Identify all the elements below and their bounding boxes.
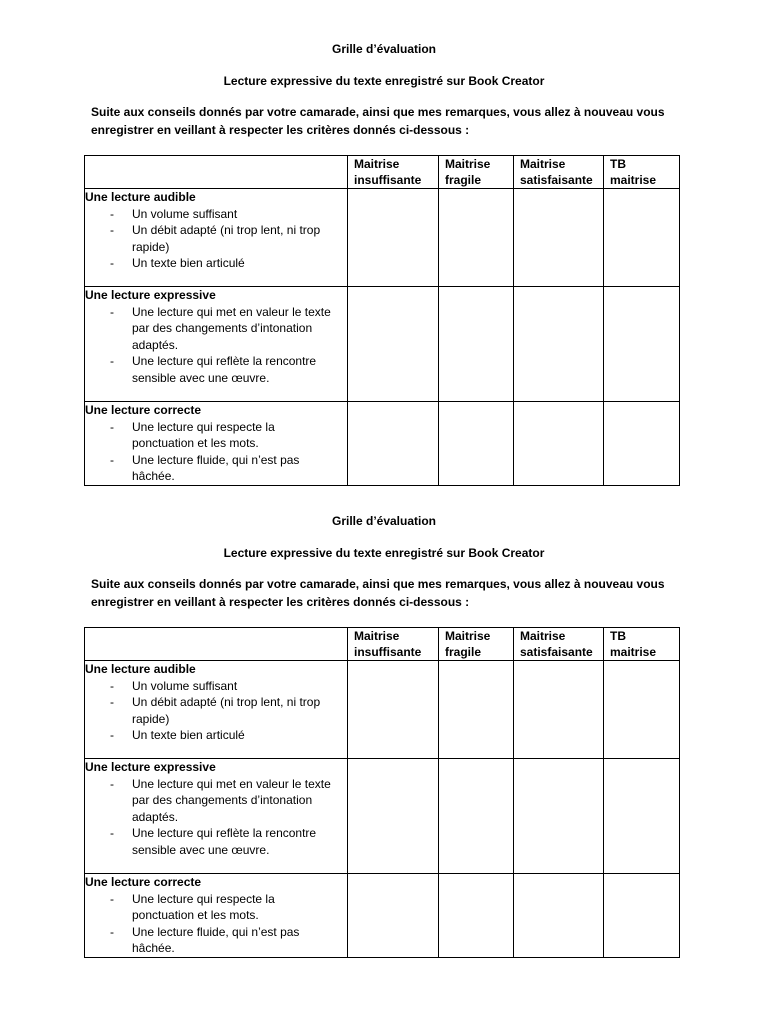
rating-cell[interactable]: [604, 661, 680, 759]
rating-cell[interactable]: [604, 402, 680, 486]
criterion-item-text: Une lecture qui met en valeur le texte par des changements d’intonation adaptés.: [132, 776, 331, 824]
rating-cell[interactable]: [514, 287, 604, 402]
criterion-item-text: Une lecture fluide, qui n’est pas hâchée.: [132, 452, 300, 483]
criterion-cell: [85, 402, 348, 486]
page-subtitle: Lecture expressive du texte enregistré sur Book Creator: [223, 74, 545, 88]
criterion-list: [85, 891, 347, 957]
table-header-row: [85, 156, 680, 189]
criterion-cell: [85, 287, 348, 402]
level-header-cell: [348, 156, 439, 189]
criterion-item-text: Un volume suffisant: [132, 206, 238, 221]
criterion-item-text: Un volume suffisant: [132, 678, 238, 693]
level-header-cell: [604, 628, 680, 661]
level-header-label: satisfaisante: [520, 173, 593, 187]
level-header-label: Maitrise: [354, 157, 400, 171]
criterion-item-text: Un texte bien articulé: [132, 728, 245, 742]
criterion-title: Une lecture correcte: [85, 403, 202, 417]
criterion-cell: [85, 874, 348, 958]
level-header-label: fragile: [445, 645, 482, 659]
rating-cell[interactable]: [514, 402, 604, 486]
level-header-label: Maitrise: [445, 157, 491, 171]
rating-cell[interactable]: [604, 759, 680, 874]
rating-cell[interactable]: [514, 759, 604, 874]
table-row: [85, 661, 680, 759]
criterion-item-text: Une lecture qui reflète la rencontre sensible avec une œuvre.: [132, 826, 317, 857]
dash-bullet: -: [110, 678, 114, 693]
criterion-list: [85, 776, 347, 859]
list-item: [85, 353, 347, 386]
criterion-list: [85, 206, 347, 272]
list-item: [85, 222, 347, 255]
level-header-label: insuffisante: [354, 173, 422, 187]
rating-cell[interactable]: [439, 287, 514, 402]
level-header-label: Maitrise: [354, 629, 400, 643]
criterion-item-text: Une lecture qui respecte la ponctuation et les mots.: [132, 419, 275, 450]
criterion-item-text: Une lecture qui met en valeur le texte par des changements d’intonation adaptés.: [132, 304, 331, 352]
criterion-title: Une lecture audible: [85, 662, 196, 676]
level-header-label: insuffisante: [354, 645, 422, 659]
instructions-line: Suite aux conseils donnés par votre camarade, ainsi que mes remarques, vous allez à nouveau vous: [91, 105, 665, 119]
page-subtitle: Lecture expressive du texte enregistré sur Book Creator: [223, 546, 545, 560]
instructions-line: enregistrer en veillant à respecter les critères donnés ci-dessous :: [91, 123, 470, 137]
rating-cell[interactable]: [348, 402, 439, 486]
list-item: [85, 694, 347, 727]
rating-cell[interactable]: [348, 287, 439, 402]
dash-bullet: -: [110, 223, 114, 237]
rating-cell[interactable]: [439, 402, 514, 486]
list-item: [85, 678, 347, 695]
rating-cell[interactable]: [348, 759, 439, 874]
rating-cell[interactable]: [514, 189, 604, 287]
instructions-line: enregistrer en veillant à respecter les critères donnés ci-dessous :: [91, 595, 470, 609]
rating-cell[interactable]: [439, 189, 514, 287]
table-row: [85, 287, 680, 402]
table-row: [85, 402, 680, 486]
rating-cell[interactable]: [348, 189, 439, 287]
list-item: [85, 776, 347, 826]
table-row: [85, 189, 680, 287]
dash-bullet: -: [110, 206, 114, 221]
list-item: [85, 825, 347, 858]
instructions-paragraph: [91, 575, 691, 611]
level-header-cell: [604, 156, 680, 189]
level-header-cell: [348, 628, 439, 661]
criterion-item-text: Un débit adapté (ni trop lent, ni trop rapide): [132, 695, 321, 726]
criterion-item-text: Une lecture qui respecte la ponctuation et les mots.: [132, 891, 275, 922]
level-header-cell: [514, 156, 604, 189]
criterion-item-text: Une lecture fluide, qui n’est pas hâchée.: [132, 924, 300, 955]
criterion-cell: [85, 759, 348, 874]
evaluation-table: [84, 627, 680, 958]
level-header-label: maitrise: [610, 173, 657, 187]
table-header-row: [85, 628, 680, 661]
dash-bullet: -: [110, 826, 114, 840]
criterion-item-text: Un texte bien articulé: [132, 256, 245, 270]
level-header-cell: [439, 628, 514, 661]
level-header-label: TB: [610, 629, 626, 643]
level-header-label: Maitrise: [520, 629, 566, 643]
list-item: [85, 924, 347, 957]
criterion-list: [85, 678, 347, 744]
rating-cell[interactable]: [604, 287, 680, 402]
dash-bullet: -: [110, 924, 114, 939]
dash-bullet: -: [110, 891, 114, 906]
rating-cell[interactable]: [604, 189, 680, 287]
criterion-title: Une lecture audible: [85, 190, 196, 204]
dash-bullet: -: [110, 304, 114, 319]
table-row: [85, 759, 680, 874]
level-header-label: maitrise: [610, 645, 657, 659]
table-row: [85, 874, 680, 958]
rating-cell[interactable]: [348, 874, 439, 958]
list-item: [85, 452, 347, 485]
page-title: Grille d’évaluation: [331, 514, 437, 528]
level-header-label: satisfaisante: [520, 645, 593, 659]
criterion-title: Une lecture expressive: [85, 288, 216, 302]
level-header-label: TB: [610, 157, 626, 171]
criterion-item-text: Un débit adapté (ni trop lent, ni trop rapide): [132, 223, 321, 254]
dash-bullet: -: [110, 695, 114, 709]
dash-bullet: -: [110, 419, 114, 434]
rating-cell[interactable]: [439, 661, 514, 759]
dash-bullet: -: [110, 776, 114, 791]
rating-cell[interactable]: [604, 874, 680, 958]
criterion-title: Une lecture expressive: [85, 760, 216, 774]
criterion-list: [85, 419, 347, 485]
criterion-cell: [85, 661, 348, 759]
rating-cell[interactable]: [348, 661, 439, 759]
list-item: [85, 255, 347, 272]
evaluation-table: [84, 155, 680, 486]
page-title: Grille d’évaluation: [331, 42, 437, 56]
level-header-label: fragile: [445, 173, 482, 187]
criterion-title: Une lecture correcte: [85, 875, 202, 889]
list-item: [85, 727, 347, 744]
instructions-line: Suite aux conseils donnés par votre camarade, ainsi que mes remarques, vous allez à nouveau vous: [91, 577, 665, 591]
criterion-cell: [85, 189, 348, 287]
level-header-cell: [514, 628, 604, 661]
level-header-cell: [439, 156, 514, 189]
list-item: [85, 891, 347, 924]
criteria-header-cell: [85, 156, 348, 189]
dash-bullet: -: [110, 728, 114, 742]
dash-bullet: -: [110, 452, 114, 467]
dash-bullet: -: [110, 256, 114, 270]
level-header-label: Maitrise: [520, 157, 566, 171]
list-item: [85, 206, 347, 223]
criteria-header-cell: [85, 628, 348, 661]
criterion-list: [85, 304, 347, 387]
list-item: [85, 304, 347, 354]
rating-cell[interactable]: [439, 759, 514, 874]
level-header-label: Maitrise: [445, 629, 491, 643]
rating-cell[interactable]: [514, 874, 604, 958]
instructions-paragraph: [91, 103, 691, 139]
rating-cell[interactable]: [514, 661, 604, 759]
list-item: [85, 419, 347, 452]
rating-cell[interactable]: [439, 874, 514, 958]
criterion-item-text: Une lecture qui reflète la rencontre sensible avec une œuvre.: [132, 354, 317, 385]
dash-bullet: -: [110, 354, 114, 368]
